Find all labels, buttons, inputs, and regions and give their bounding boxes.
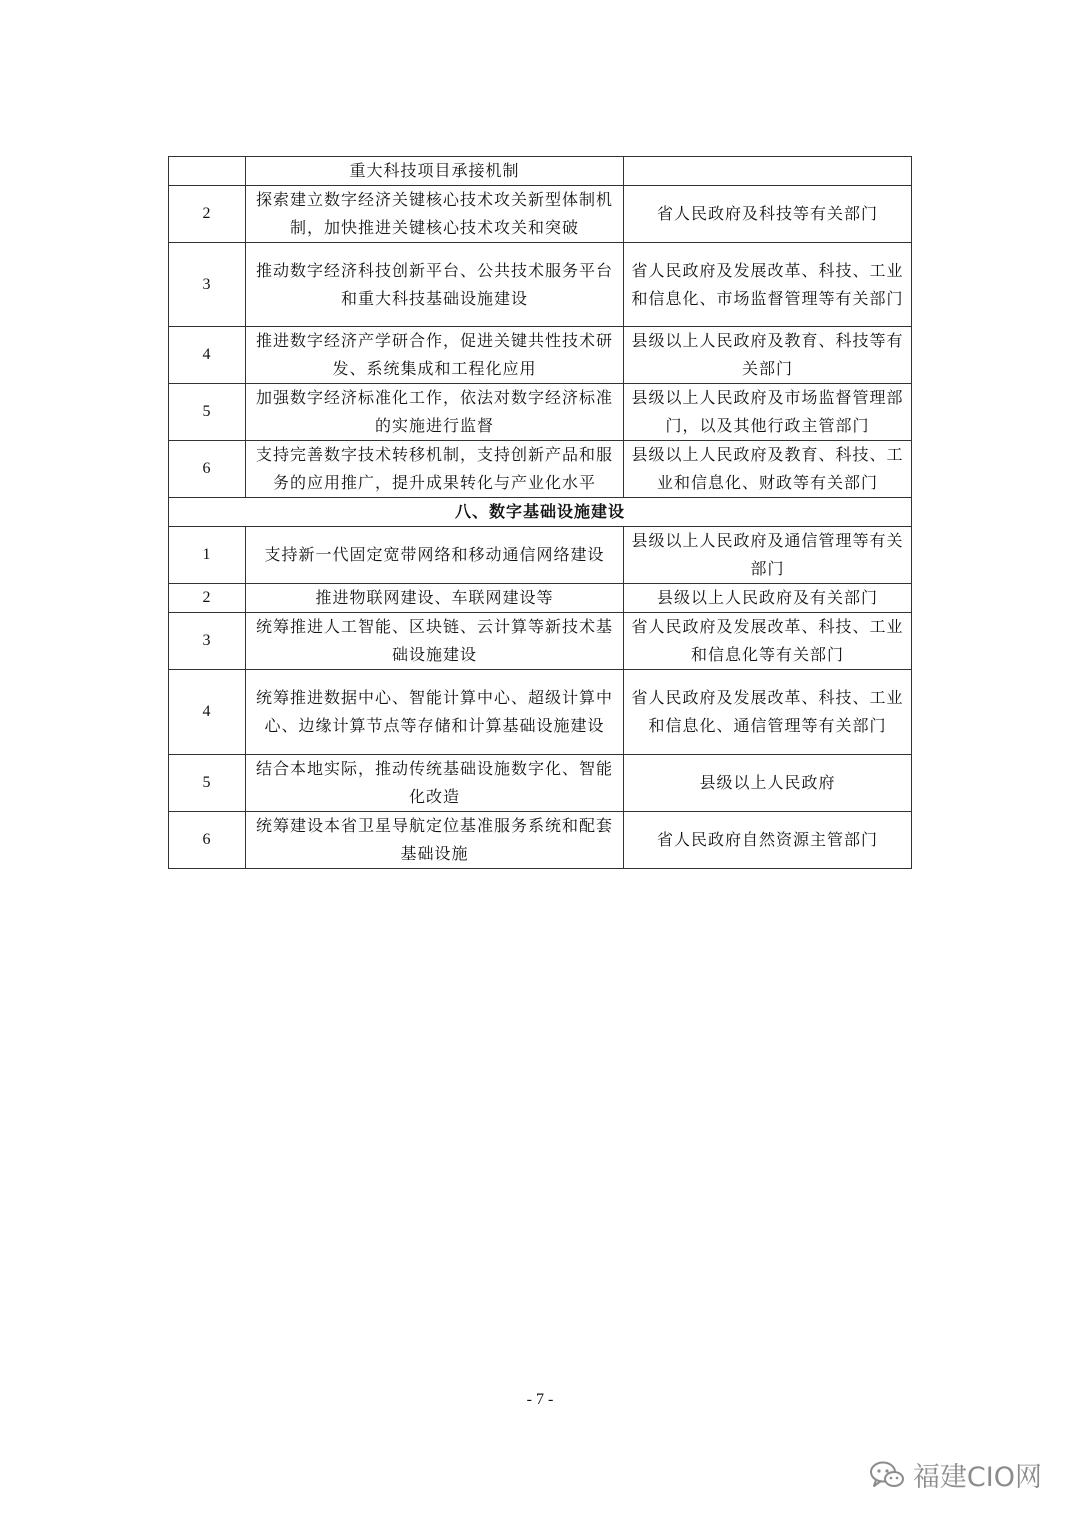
responsible-dept: 省人民政府及科技等有关部门: [624, 186, 912, 243]
responsible-dept: 省人民政府及发展改革、科技、工业和信息化、市场监督管理等有关部门: [624, 243, 912, 327]
wechat-icon: [869, 1460, 905, 1490]
table-row: [169, 613, 912, 670]
row-number: 4: [169, 327, 246, 384]
section-row: [169, 498, 912, 527]
responsible-dept: [624, 157, 912, 186]
task-content: 结合本地实际，推动传统基础设施数字化、智能化改造: [246, 755, 624, 812]
task-content: 统筹推进人工智能、区块链、云计算等新技术基础设施建设: [246, 613, 624, 670]
task-content: 统筹建设本省卫星导航定位基准服务系统和配套基础设施: [246, 812, 624, 869]
task-content: 重大科技项目承接机制: [246, 157, 624, 186]
task-content: 支持新一代固定宽带网络和移动通信网络建设: [246, 527, 624, 584]
task-content: 统筹推进数据中心、智能计算中心、超级计算中心、边缘计算节点等存储和计算基础设施建设: [246, 670, 624, 755]
table-row: [169, 441, 912, 498]
watermark: [869, 1455, 1042, 1494]
table-row: [169, 812, 912, 869]
row-number: 6: [169, 812, 246, 869]
row-number: 1: [169, 527, 246, 584]
row-number: [169, 157, 246, 186]
table-row: [169, 157, 912, 186]
task-content: 推动数字经济科技创新平台、公共技术服务平台和重大科技基础设施建设: [246, 243, 624, 327]
responsible-dept: 省人民政府自然资源主管部门: [624, 812, 912, 869]
table-row: [169, 384, 912, 441]
task-content: 加强数字经济标准化工作，依法对数字经济标准的实施进行监督: [246, 384, 624, 441]
row-number: 2: [169, 584, 246, 613]
row-number: 3: [169, 243, 246, 327]
row-number: 6: [169, 441, 246, 498]
table-row: [169, 755, 912, 812]
table-row: [169, 327, 912, 384]
task-content: 推进物联网建设、车联网建设等: [246, 584, 624, 613]
task-content: 推进数字经济产学研合作，促进关键共性技术研发、系统集成和工程化应用: [246, 327, 624, 384]
row-number: 5: [169, 384, 246, 441]
responsible-dept: 县级以上人民政府及市场监督管理部门，以及其他行政主管部门: [624, 384, 912, 441]
responsible-dept: 省人民政府及发展改革、科技、工业和信息化等有关部门: [624, 613, 912, 670]
table-row: [169, 186, 912, 243]
table-row: [169, 243, 912, 327]
responsible-dept: 县级以上人民政府: [624, 755, 912, 812]
table-row: [169, 584, 912, 613]
row-number: 5: [169, 755, 246, 812]
row-number: 4: [169, 670, 246, 755]
page-number: - 7 -: [526, 1391, 554, 1408]
row-number: 3: [169, 613, 246, 670]
table-row: [169, 527, 912, 584]
responsible-dept: 县级以上人民政府及教育、科技等有关部门: [624, 327, 912, 384]
responsible-dept: 县级以上人民政府及教育、科技、工业和信息化、财政等有关部门: [624, 441, 912, 498]
table-row: [169, 670, 912, 755]
watermark-text: 福建CIO网: [912, 1462, 1042, 1493]
row-number: 2: [169, 186, 246, 243]
task-content: 支持完善数字技术转移机制，支持创新产品和服务的应用推广，提升成果转化与产业化水平: [246, 441, 624, 498]
responsible-dept: 省人民政府及发展改革、科技、工业和信息化、通信管理等有关部门: [624, 670, 912, 755]
responsible-dept: 县级以上人民政府及通信管理等有关部门: [624, 527, 912, 584]
task-content: 探索建立数字经济关键核心技术攻关新型体制机制，加快推进关键核心技术攻关和突破: [246, 186, 624, 243]
responsible-dept: 县级以上人民政府及有关部门: [624, 584, 912, 613]
task-table: [168, 156, 912, 869]
section-title: 八、数字基础设施建设: [169, 498, 912, 527]
